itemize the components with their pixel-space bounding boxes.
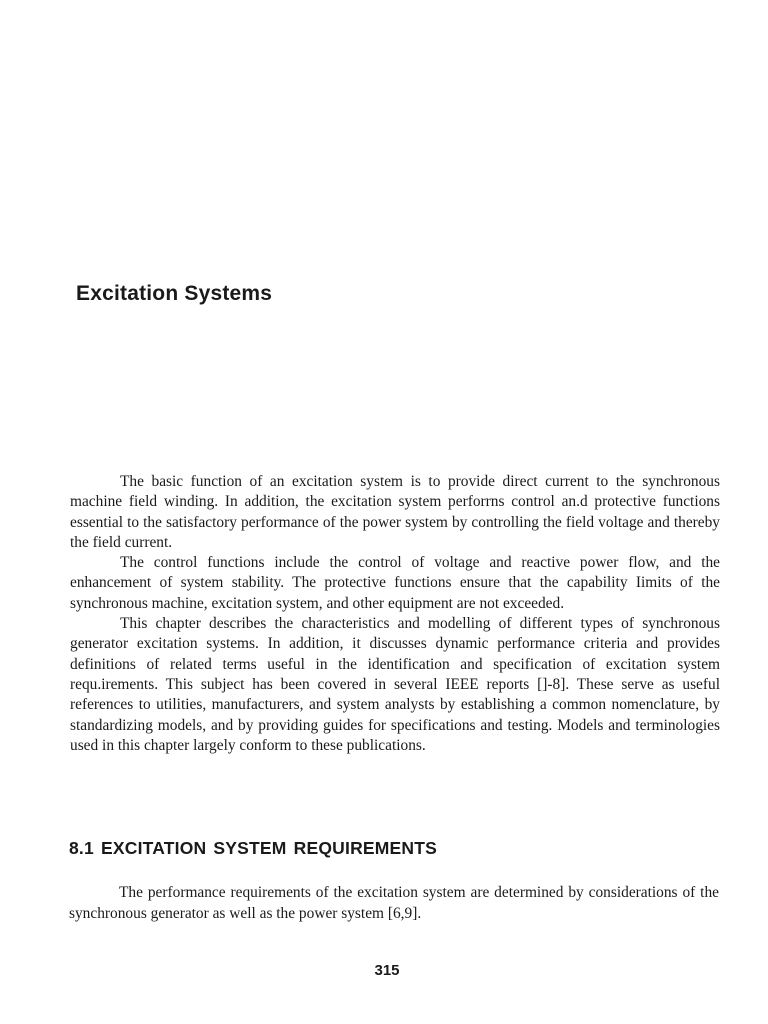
chapter-title: Excitation Systems xyxy=(76,282,273,305)
paragraph-chapter-overview: This chapter describes the characteristics and modelling of different types of synchronous generator excitation systems. In addition, it discusses dynamic performance criteria and provides definitions of related terms useful in the identification and specification of excitation system requ.irements. This subject has been covered in several IEEE reports []-8]. These serve as useful references to utilities, manufacturers, and system analysts by establishing a common nomenclature, by standardizing models, and by providing guides for specifications and testing. Models and terminologies used in this chapter largely conform to these publications. xyxy=(70,615,720,754)
section-heading: 8.1 EXCITATION SYSTEM REQUIREMENTS xyxy=(69,838,438,858)
section-paragraph: The performance requirements of the excitation system are determined by considerations of the synchronous generator as well as the power system [6,9]. xyxy=(69,884,719,922)
page-number: 315 xyxy=(374,962,400,979)
paragraph-basic-function: The basic function of an excitation system is to provide direct current to the synchronous machine field winding. In addition, the excitation system perforrns control an.d protective functions essential to the satisfactory performance of the power system by controlling the field voltage and thereby the field current. xyxy=(70,473,720,551)
chapter-body xyxy=(70,472,720,756)
section-body xyxy=(69,883,719,924)
paragraph-control-functions: The control functions include the control of voltage and reactive power flow, and the enhancement of system stability. The protective functions ensure that the capability Iimits of the synchronous machine, excitation system, and other equipment are not exceeded. xyxy=(70,554,720,612)
